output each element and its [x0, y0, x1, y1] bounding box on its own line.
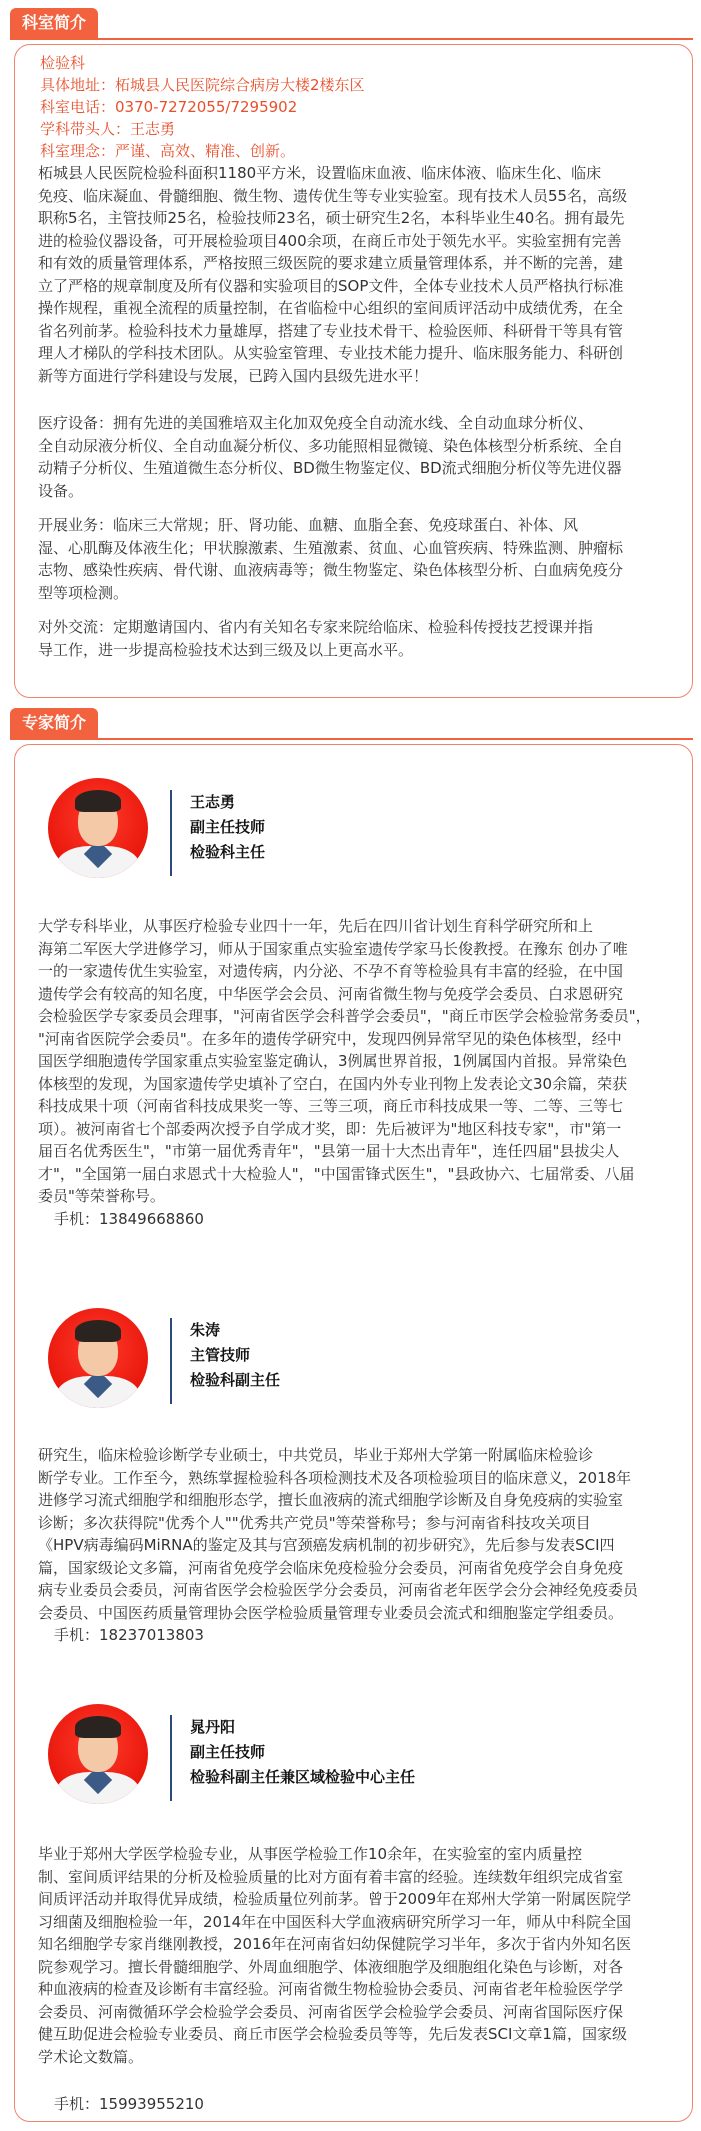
intro-paragraph-services	[38, 514, 676, 604]
expert-bio	[38, 1444, 680, 1624]
paragraph-line: 《HPV病毒编码MiRNA的鉴定及其与宫颈癌发病机制的初步研究》，先后参与发表SCI四	[38, 1536, 615, 1554]
paragraph-line: 新等方面进行学科建设与发展，已跨入国内县级先进水平！	[38, 366, 429, 385]
paragraph-line: 对外交流：定期邀请国内、省内有关知名专家来院给临床、检验科传授技艺授课并指	[38, 618, 594, 636]
paragraph-line: 项）。被河南省七个部委两次授予自学成才奖，即：先后被评为"地区科技专家"，市"第一	[38, 1119, 622, 1138]
paragraph-line: 大学专科毕业，从事医疗检验专业四十一年，先后在四川省计划生育科学研究所和上	[38, 917, 594, 935]
paragraph-line: 会委员、河南微循环学会检验学会委员、河南省医学会检验学会委员、河南省国际医疗保	[38, 2002, 624, 2021]
dept-phone: 科室电话：0370-7272055/7295902	[40, 98, 298, 116]
expert-phone: 手机：18237013803	[54, 1626, 204, 1644]
intro-paragraph-equipment	[38, 412, 676, 502]
paragraph-line: 理人才梯队的学科技术团队。从实验室管理、专业技术能力提升、临床服务能力、科研创	[38, 344, 624, 362]
paragraph-line: 动精子分析仪、生殖道微生态分析仪、BD微生物鉴定仪、BD流式细胞分析仪等先进仪器	[38, 459, 622, 477]
expert-bio	[38, 915, 680, 1208]
intro-paragraph-exchange	[38, 616, 676, 661]
paragraph-line: 制、室间质评结果的分析及检验质量的比对方面有着丰富的经验。连续数年组织完成省室	[38, 1867, 624, 1886]
expert-name: 王志勇	[190, 793, 236, 811]
expert-phone: 手机：13849668860	[54, 1210, 204, 1228]
paragraph-line: 学术论文数篇。	[38, 2047, 144, 2066]
paragraph-line: 篇，国家级论文多篇，河南省免疫学会临床免疫检验分会委员，河南省免疫学会自身免疫	[38, 1558, 624, 1577]
expert-bio	[38, 1843, 680, 2068]
paragraph-line: 进的检验仪器设备，可开展检验项目400余项，在商丘市处于领先水平。实验室拥有完善	[38, 231, 622, 250]
dept-name: 检验科	[40, 54, 86, 72]
tab-experts: 专家简介	[10, 708, 98, 738]
paragraph-line: 操作规程，重视全流程的质量控制，在省临检中心组织的室间质评活动中成绩优秀，在全	[38, 299, 624, 317]
expert-phone: 手机：15993955210	[54, 2095, 204, 2113]
expert-avatar-zhu	[48, 1308, 148, 1408]
paragraph-line: 体核型的发现，为国家遗传学史填补了空白，在国内外专业刊物上发表论文30余篇，荣获	[38, 1074, 628, 1093]
expert-divider	[170, 1715, 172, 1801]
paragraph-line: 遗传学会有较高的知名度，中华医学会会员、河南省微生物与免疫学会委员、白求恩研究	[38, 984, 624, 1003]
paragraph-line: 职称5名，主管技师25名，检验技师23名，硕士研究生2名，本科毕业生40名。拥有最先	[38, 209, 625, 227]
paragraph-line: 省名列前茅。检验科技术力量雄厚，搭建了专业技术骨干、检验医师、科研骨干等具有管	[38, 321, 624, 340]
paragraph-line: 型等项检测。	[38, 583, 129, 602]
paragraph-line: 湿、心肌酶及体液生化；甲状腺激素、生殖激素、贫血、心血管疾病、特殊监测、肿瘤标	[38, 538, 624, 557]
expert-avatar-chao	[48, 1704, 148, 1804]
paragraph-line: 断学专业。工作至今，熟练掌握检验科各项检测技术及各项检验项目的临床意义，2018年	[38, 1468, 632, 1487]
paragraph-line: 才"，"全国第一届白求恩式十大检验人"，"中国雷锋式医生"，"县政协六、七届常委、八届	[38, 1164, 635, 1183]
paragraph-line: "河南省医院学会委员"。在多年的遗传学研究中，发现四例异常罕见的染色体核型，经中	[38, 1029, 622, 1048]
intro-paragraph-overview	[38, 162, 676, 387]
dept-address: 具体地址：柘城县人民医院综合病房大楼2楼东区	[40, 76, 365, 94]
paragraph-line: 病专业委员会委员，河南省医学会检验医学分会委员，河南省老年医学会分会神经免疫委员	[38, 1581, 639, 1599]
dept-philosophy: 科室理念：严谨、高效、精准、创新。	[40, 142, 296, 160]
paragraph-line: 全自动尿液分析仪、全自动血凝分析仪、多功能照相显微镜、染色体核型分析系统、全自	[38, 436, 624, 455]
expert-name: 晁丹阳	[190, 1718, 236, 1736]
paragraph-line: 诊断；多次获得院"优秀个人""优秀共产党员"等荣誉称号；参与河南省科技攻关项目	[38, 1513, 591, 1532]
paragraph-line: 院参观学习。擅长骨髓细胞学、外周血细胞学、体液细胞学及细胞组化染色与诊断，对各	[38, 1957, 624, 1976]
paragraph-line: 国医学细胞遗传学国家重点实验室鉴定确认，3例属世界首报，1例属国内首报。异常染色	[38, 1052, 628, 1070]
expert-title: 副主任技师	[190, 818, 266, 836]
expert-title: 主管技师	[190, 1346, 251, 1364]
tab-dept-intro: 科室简介	[10, 8, 98, 38]
expert-avatar-wang	[48, 778, 148, 878]
paragraph-line: 和有效的质量管理体系，严格按照三级医院的要求建立质量管理体系，并不断的完善，建	[38, 254, 624, 272]
expert-role: 检验科副主任	[190, 1371, 281, 1389]
paragraph-line: 毕业于郑州大学医学检验专业，从事医学检验工作10余年，在实验室的室内质量控	[38, 1845, 583, 1863]
expert-divider	[170, 1318, 172, 1404]
paragraph-line: 导工作，进一步提高检验技术达到三级及以上更高水平。	[38, 640, 414, 659]
paragraph-line: 间质评活动并取得优异成绩，检验质量位列前茅。曾于2009年在郑州大学第一附属医院学	[38, 1890, 632, 1908]
paragraph-line: 设备。	[38, 481, 84, 500]
paragraph-line: 种血液病的检查及诊断有丰富经验。河南省微生物检验协会委员、河南省老年检验医学学	[38, 1980, 624, 1998]
paragraph-line: 立了严格的规章制度及所有仪器和实验项目的SOP文件，全体专业技术人员严格执行标准	[38, 276, 624, 295]
expert-role: 检验科副主任兼区域检验中心主任	[190, 1768, 416, 1786]
paragraph-line: 委员"等荣誉称号。	[38, 1187, 165, 1205]
paragraph-line: 柘城县人民医院检验科面积1180平方米，设置临床血液、临床体液、临床生化、临床	[38, 164, 602, 182]
paragraph-line: 会检验医学专家委员会理事，"河南省医学会科普学会委员"，"商丘市医学会检验常务委员"，	[38, 1007, 651, 1025]
expert-role: 检验科主任	[190, 843, 266, 861]
paragraph-line: 志物、感染性疾病、骨代谢、血液病毒等；微生物鉴定、染色体核型分析、白血病免疫分	[38, 561, 624, 579]
paragraph-line: 健互助促进会检验专业委员、商丘市医学会检验委员等等，先后发表SCI文章1篇，国家级	[38, 2025, 627, 2043]
paragraph-line: 会委员、中国医药质量管理协会医学检验质量管理专业委员会流式和细胞鉴定学组委员。	[38, 1603, 624, 1622]
paragraph-line: 届百名优秀医生"，"市第一届优秀青年"，"县第一届十大杰出青年"，连任四届"县拔尖人	[38, 1142, 620, 1160]
paragraph-line: 一的一家遗传优生实验室，对遗传病，内分泌、不孕不育等检验具有丰富的经验，在中国	[38, 962, 624, 980]
paragraph-line: 海第二军医大学进修学习，师从于国家重点实验室遗传学家马长俊教授。在豫东 创办了唯	[38, 939, 628, 958]
paragraph-line: 开展业务：临床三大常规；肝、肾功能、血糖、血脂全套、免疫球蛋白、补体、风	[38, 516, 579, 534]
intro-tab-underline	[10, 38, 693, 40]
paragraph-line: 医疗设备：拥有先进的美国雅培双主化加双免疫全自动流水线、全自动血球分析仪、	[38, 414, 594, 432]
experts-tab-underline	[10, 738, 693, 740]
paragraph-line: 免疫、临床凝血、骨髓细胞、微生物、遗传优生等专业实验室。现有技术人员55名，高级	[38, 186, 628, 205]
paragraph-line: 进修学习流式细胞学和细胞形态学，擅长血液病的流式细胞学诊断及自身免疫病的实验室	[38, 1491, 624, 1509]
expert-name: 朱涛	[190, 1321, 221, 1339]
expert-title: 副主任技师	[190, 1743, 266, 1761]
expert-divider	[170, 790, 172, 876]
paragraph-line: 知名细胞学专家肖继刚教授，2016年在河南省妇幼保健院学习半年，多次于省内外知名医	[38, 1935, 632, 1953]
paragraph-line: 科技成果十项（河南省科技成果奖一等、三等三项，商丘市科技成果一等、二等、三等七	[38, 1097, 624, 1115]
paragraph-line: 习细菌及细胞检验一年，2014年在中国医科大学血液病研究所学习一年，师从中科院全国	[38, 1912, 632, 1931]
paragraph-line: 研究生，临床检验诊断学专业硕士，中共党员，毕业于郑州大学第一附属临床检验诊	[38, 1446, 594, 1464]
dept-leader: 学科带头人：王志勇	[40, 120, 176, 138]
